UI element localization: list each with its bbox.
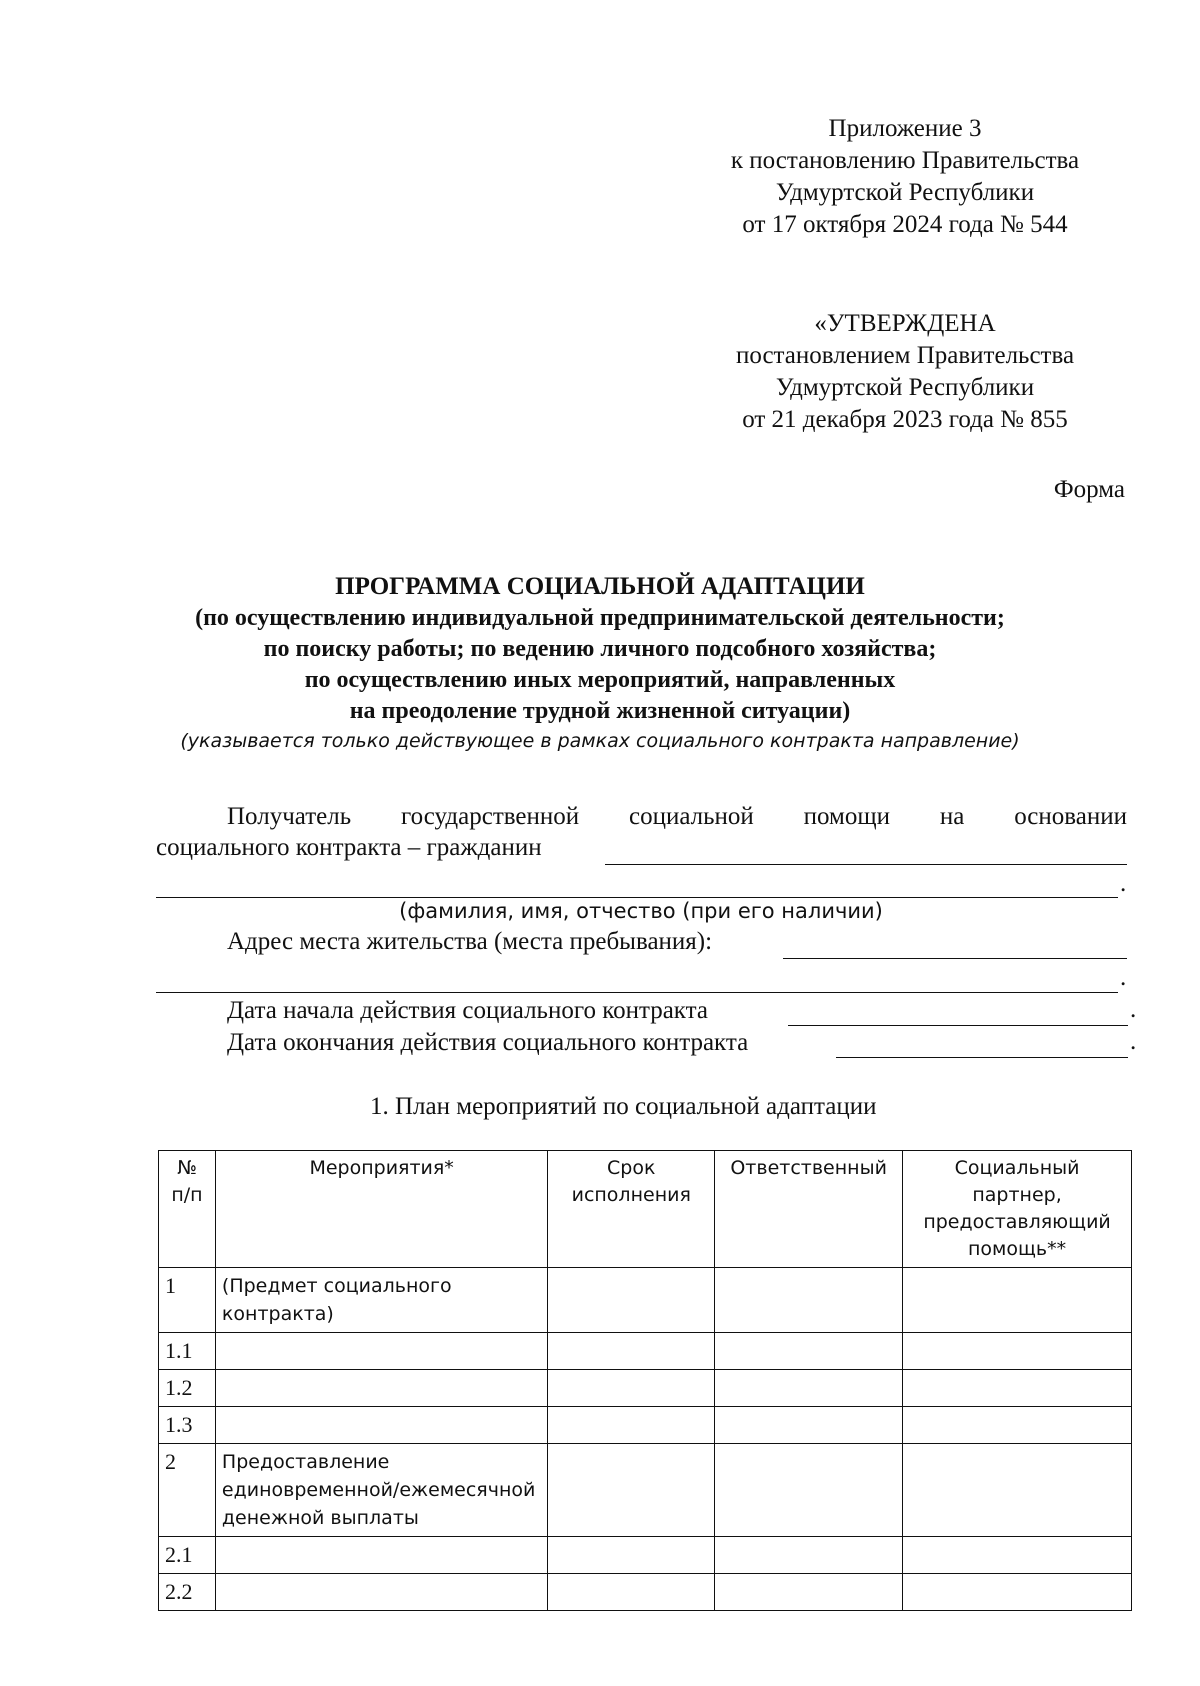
row-activity-cell[interactable] (215, 1407, 547, 1444)
recipient-name-field[interactable] (605, 864, 1127, 865)
row-activity-cell[interactable] (215, 1333, 547, 1370)
row-partner-cell[interactable] (903, 1444, 1132, 1537)
row-number: 1.3 (159, 1407, 216, 1444)
table-row (159, 1407, 1132, 1444)
row-deadline-cell[interactable] (548, 1268, 715, 1333)
row-deadline-cell[interactable] (548, 1333, 715, 1370)
table-row (159, 1444, 1132, 1537)
annex-header (690, 113, 1120, 241)
recipient-word: помощи (803, 803, 891, 830)
row-activity-cell[interactable] (215, 1537, 547, 1574)
row-partner-cell[interactable] (903, 1407, 1132, 1444)
header-responsible: Ответственный (715, 1151, 903, 1268)
header-partner: Социальный партнер, предоставляющий помощь** (903, 1151, 1132, 1268)
row-number: 2 (159, 1444, 216, 1537)
approval-line: постановлением Правительства (735, 342, 1075, 369)
approval-line: от 21 декабря 2023 года № 855 (742, 406, 1068, 433)
row-number: 2.1 (159, 1537, 216, 1574)
row-responsible-cell[interactable] (715, 1407, 903, 1444)
table-row (159, 1268, 1132, 1333)
approval-line: Удмуртской Республики (775, 374, 1035, 401)
table-row (159, 1574, 1132, 1611)
row-number: 1 (159, 1268, 216, 1333)
row-responsible-cell[interactable] (715, 1574, 903, 1611)
header-deadline: Срок исполнения (548, 1151, 715, 1268)
row-partner-cell[interactable] (903, 1574, 1132, 1611)
address-field[interactable] (783, 958, 1127, 959)
title-subline: по осуществлению иных мероприятий, направленных (304, 667, 896, 693)
document-title (100, 570, 1100, 755)
recipient-word: Получатель (227, 803, 352, 830)
period: . (1120, 964, 1127, 991)
row-number: 2.2 (159, 1574, 216, 1611)
activity-plan-table (158, 1150, 1132, 1611)
row-responsible-cell[interactable] (715, 1333, 903, 1370)
row-activity-cell[interactable] (215, 1574, 547, 1611)
annex-line: Приложение 3 (828, 115, 982, 142)
table-row (159, 1333, 1132, 1370)
row-partner-cell[interactable] (903, 1537, 1132, 1574)
row-partner-cell[interactable] (903, 1370, 1132, 1407)
address-field-continued[interactable] (156, 992, 1118, 993)
period: . (1130, 996, 1137, 1023)
title-subline: по поиску работы; по ведению личного подсобного хозяйства; (263, 636, 937, 662)
row-deadline-cell[interactable] (548, 1574, 715, 1611)
annex-line: Удмуртской Республики (775, 179, 1035, 206)
recipient-word: основании (1014, 803, 1127, 830)
row-number: 1.2 (159, 1370, 216, 1407)
row-partner-cell[interactable] (903, 1333, 1132, 1370)
section-title: 1. План мероприятий по социальной адаптации (370, 1093, 877, 1120)
recipient-word: государственной (400, 803, 580, 830)
end-date-label: Дата окончания действия социального контракта (227, 1029, 749, 1056)
recipient-label-line2: социального контракта – гражданин (156, 834, 542, 861)
header-activities: Мероприятия* (215, 1151, 547, 1268)
end-date-field[interactable] (836, 1057, 1128, 1058)
recipient-label-line1 (227, 802, 1127, 832)
start-date-field[interactable] (788, 1025, 1128, 1026)
row-activity: Предоставление единовременной/ежемесячной денежной выплаты (215, 1444, 547, 1537)
row-partner-cell[interactable] (903, 1268, 1132, 1333)
form-label: Форма (1053, 476, 1125, 503)
annex-line: от 17 октября 2024 года № 544 (742, 211, 1068, 238)
row-responsible-cell[interactable] (715, 1444, 903, 1537)
approval-line: «УТВЕРЖДЕНА (814, 310, 996, 337)
recipient-word: на (939, 803, 965, 830)
recipient-word: социальной (629, 803, 754, 830)
row-deadline-cell[interactable] (548, 1537, 715, 1574)
row-deadline-cell[interactable] (548, 1370, 715, 1407)
title-main: ПРОГРАММА СОЦИАЛЬНОЙ АДАПТАЦИИ (335, 573, 865, 600)
annex-line: к постановлению Правительства (730, 147, 1080, 174)
table-row (159, 1537, 1132, 1574)
table-row (159, 1370, 1132, 1407)
row-deadline-cell[interactable] (548, 1407, 715, 1444)
row-deadline-cell[interactable] (548, 1444, 715, 1537)
approval-header (690, 308, 1120, 436)
table-header-row (159, 1151, 1132, 1268)
row-responsible-cell[interactable] (715, 1537, 903, 1574)
row-responsible-cell[interactable] (715, 1268, 903, 1333)
title-subline: на преодоление трудной жизненной ситуации) (349, 698, 851, 724)
row-responsible-cell[interactable] (715, 1370, 903, 1407)
title-subline: (по осуществлению индивидуальной предпринимательской деятельности; (195, 605, 1005, 631)
recipient-name-field-continued[interactable] (156, 897, 1118, 898)
row-activity: (Предмет социального контракта) (215, 1268, 547, 1333)
start-date-label: Дата начала действия социального контракта (227, 997, 708, 1024)
period: . (1120, 870, 1127, 897)
fio-caption: (фамилия, имя, отчество (при его наличии) (399, 899, 883, 923)
row-number: 1.1 (159, 1333, 216, 1370)
address-label: Адрес места жительства (места пребывания): (227, 928, 713, 955)
period: . (1130, 1028, 1137, 1055)
title-note: (указывается только действующее в рамках социального контракта направление) (180, 730, 1020, 752)
row-activity-cell[interactable] (215, 1370, 547, 1407)
header-number: № п/п (159, 1151, 216, 1268)
